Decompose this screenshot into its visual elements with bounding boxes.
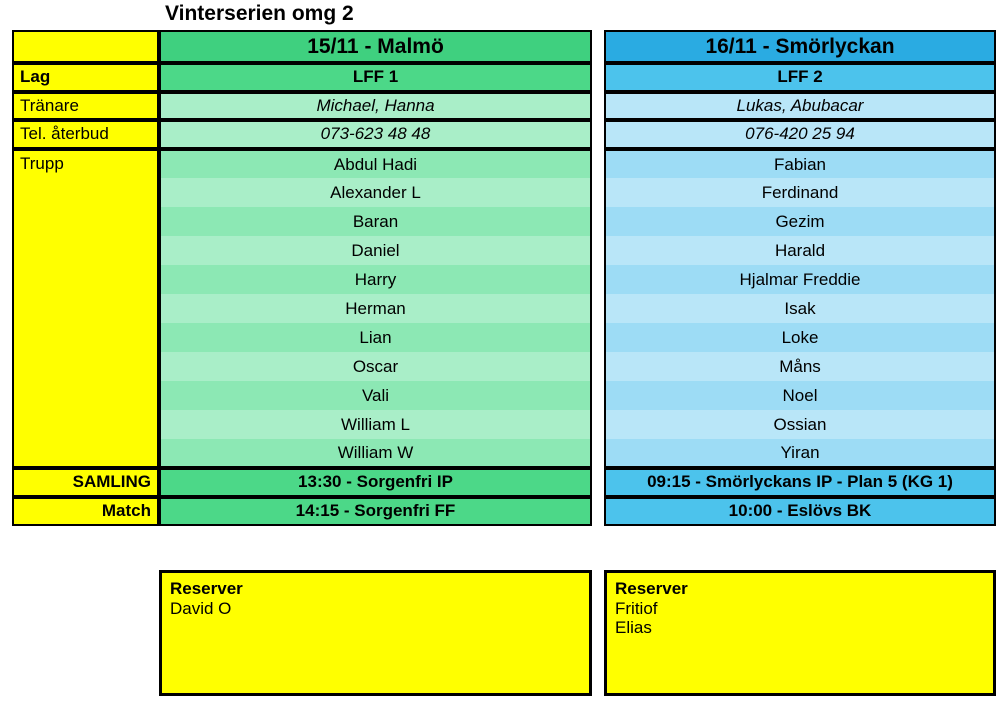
column-gap bbox=[592, 468, 604, 497]
column-gap bbox=[592, 149, 604, 468]
list-item: Alexander L bbox=[159, 178, 592, 207]
column-gap bbox=[592, 30, 604, 63]
team-name-1: LFF 1 bbox=[159, 63, 592, 92]
reserves-box-1 bbox=[159, 570, 592, 696]
list-item: Loke bbox=[604, 323, 996, 352]
list-item: Fabian bbox=[604, 149, 996, 178]
row-label-samling: SAMLING bbox=[12, 468, 159, 497]
list-item: Lian bbox=[159, 323, 592, 352]
list-item: Ossian bbox=[604, 410, 996, 439]
samling-1: 13:30 - Sorgenfri IP bbox=[159, 468, 592, 497]
list-item: Baran bbox=[159, 207, 592, 236]
schedule-table bbox=[12, 30, 988, 526]
row-label-lag: Lag bbox=[12, 63, 159, 92]
column-gap bbox=[592, 92, 604, 121]
match-2: 10:00 - Eslövs BK bbox=[604, 497, 996, 526]
list-item: Noel bbox=[604, 381, 996, 410]
match-1: 14:15 - Sorgenfri FF bbox=[159, 497, 592, 526]
page-title: Vinterserien omg 2 bbox=[165, 2, 354, 25]
row-label-trupp: Trupp bbox=[12, 149, 159, 468]
column-header-2: 16/11 - Smörlyckan bbox=[604, 30, 996, 63]
list-item: Måns bbox=[604, 352, 996, 381]
list-item: Vali bbox=[159, 381, 592, 410]
list-item: Harry bbox=[159, 265, 592, 294]
row-label-tranare: Tränare bbox=[12, 92, 159, 121]
reserve-name: Elias bbox=[615, 618, 652, 638]
list-item: Harald bbox=[604, 236, 996, 265]
reserves-title-1: Reserver bbox=[170, 579, 243, 598]
column-header-1: 15/11 - Malmö bbox=[159, 30, 592, 63]
reserves-title-2: Reserver bbox=[615, 579, 688, 598]
column-gap bbox=[592, 63, 604, 92]
list-item: Oscar bbox=[159, 352, 592, 381]
corner-cell bbox=[12, 30, 159, 63]
reserves-gap bbox=[592, 570, 604, 696]
list-item: Herman bbox=[159, 294, 592, 323]
row-label-telefon: Tel. återbud bbox=[12, 120, 159, 149]
reserves-section bbox=[12, 570, 988, 696]
player-list-1 bbox=[159, 149, 592, 468]
coaches-2: Lukas, Abubacar bbox=[604, 92, 996, 121]
list-item: Ferdinand bbox=[604, 178, 996, 207]
list-item: Isak bbox=[604, 294, 996, 323]
phone-1: 073-623 48 48 bbox=[159, 120, 592, 149]
list-item: Daniel bbox=[159, 236, 592, 265]
samling-2: 09:15 - Smörlyckans IP - Plan 5 (KG 1) bbox=[604, 468, 996, 497]
list-item: Hjalmar Freddie bbox=[604, 265, 996, 294]
player-list-2 bbox=[604, 149, 996, 468]
reserves-gutter bbox=[12, 570, 159, 696]
list-item: William W bbox=[159, 439, 592, 468]
list-item: Abdul Hadi bbox=[159, 149, 592, 178]
phone-2: 076-420 25 94 bbox=[604, 120, 996, 149]
column-gap bbox=[592, 120, 604, 149]
row-label-match: Match bbox=[12, 497, 159, 526]
reserve-name: Fritiof bbox=[615, 598, 658, 618]
list-item: Yiran bbox=[604, 439, 996, 468]
column-gap bbox=[592, 497, 604, 526]
reserve-name: David O bbox=[170, 598, 232, 618]
list-item: William L bbox=[159, 410, 592, 439]
reserves-box-2 bbox=[604, 570, 996, 696]
list-item: Gezim bbox=[604, 207, 996, 236]
coaches-1: Michael, Hanna bbox=[159, 92, 592, 121]
team-name-2: LFF 2 bbox=[604, 63, 996, 92]
